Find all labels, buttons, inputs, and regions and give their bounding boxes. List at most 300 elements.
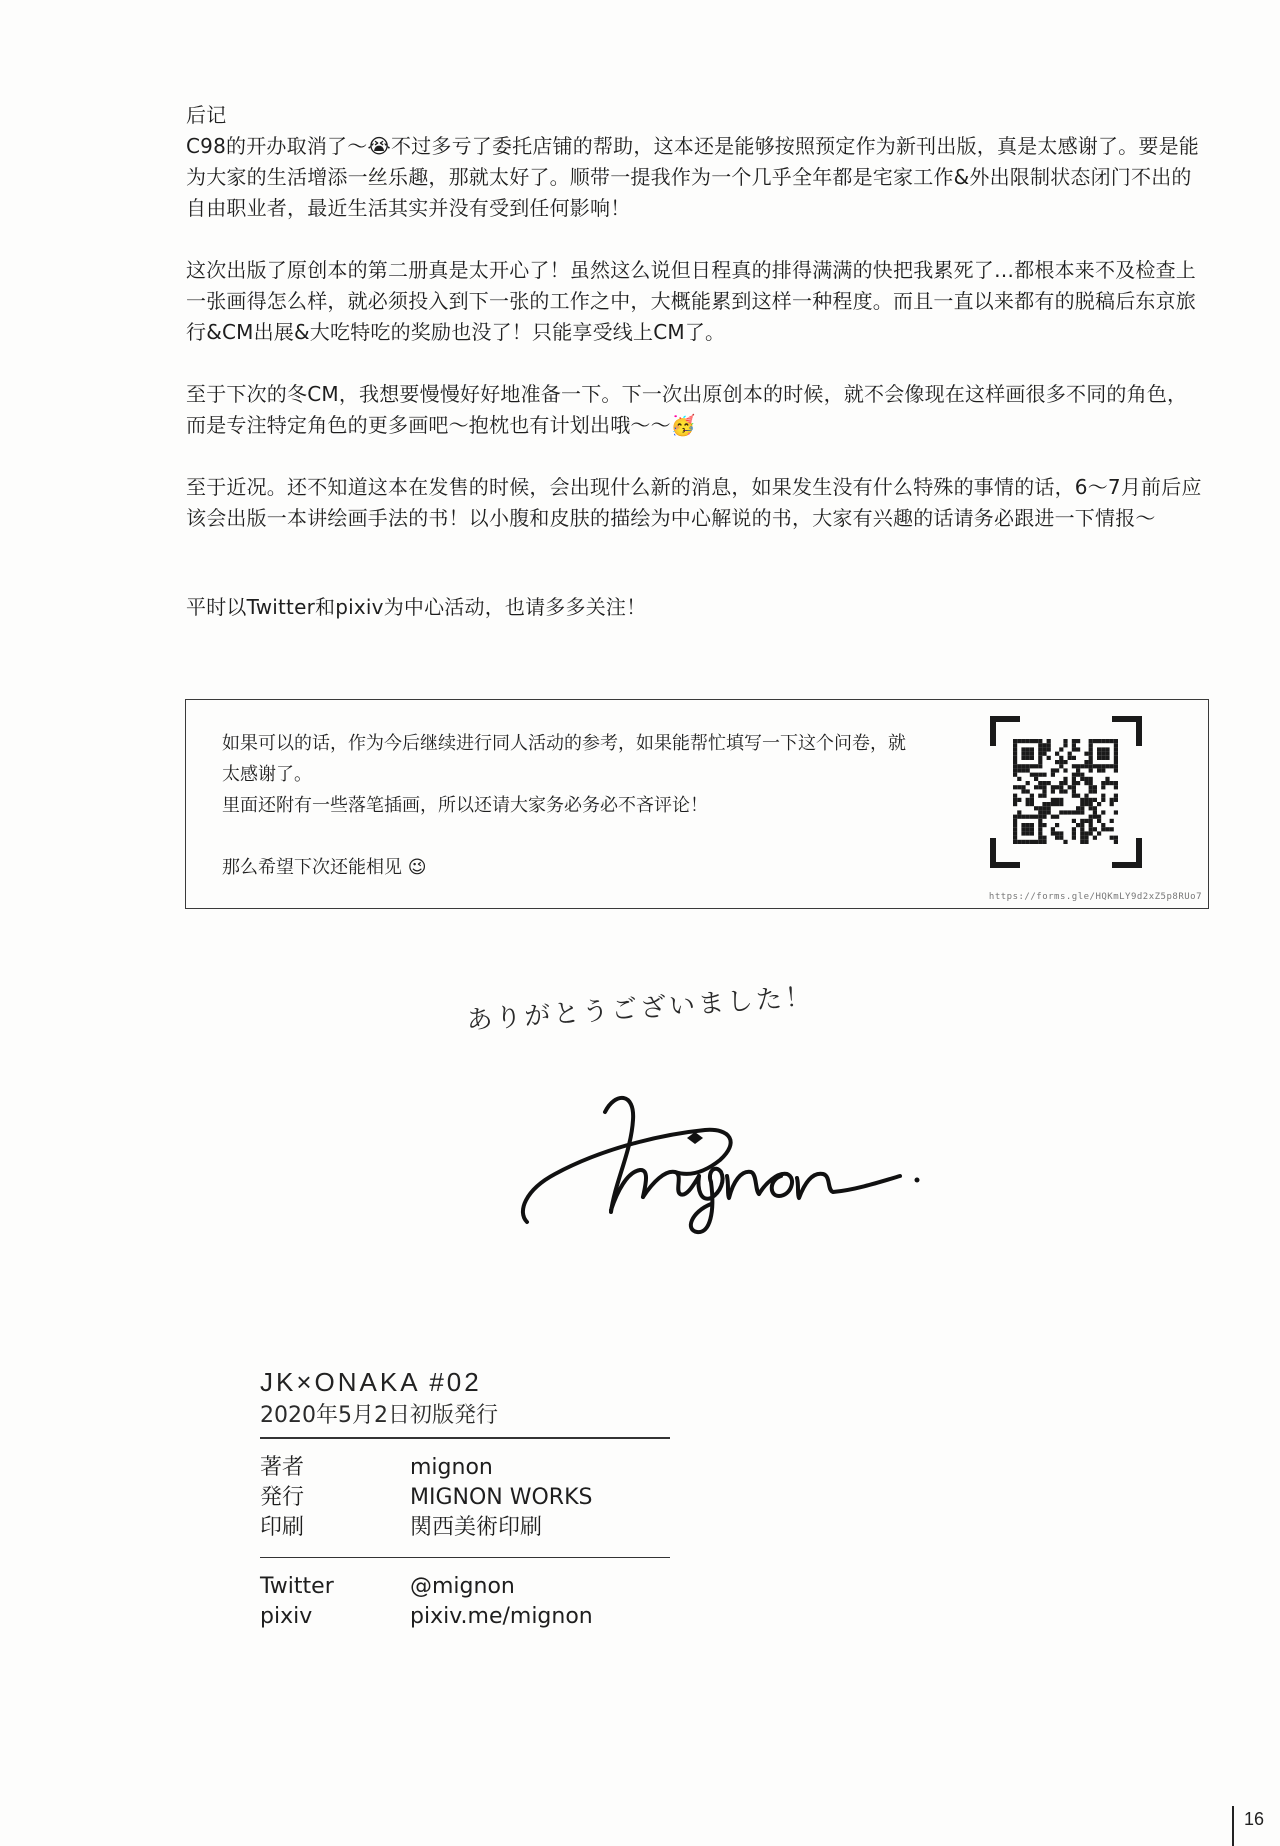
qr-module (1114, 743, 1118, 747)
qr-module (1093, 798, 1097, 802)
qr-module (1105, 827, 1109, 831)
qr-module (1038, 747, 1042, 751)
qr-module (1038, 819, 1042, 823)
qr-module (1068, 752, 1072, 756)
qr-module (1042, 773, 1046, 777)
qr-module (1042, 781, 1046, 785)
afterword-paragraph-4: 至于近况。还不知道这本在发售的时候，会出现什么新的消息，如果发生没有什么特殊的事情的话，6～7月前后应该会出版一本讲绘画手法的书！以小腹和皮肤的描绘为中心解说的书，大家有兴趣的话请务必跟进一下情报～ (186, 475, 1202, 530)
colophon-divider (260, 1437, 670, 1439)
qr-module (1026, 781, 1030, 785)
qr-module (1110, 781, 1114, 785)
qr-module (1055, 823, 1059, 827)
qr-module (1030, 773, 1034, 777)
qr-module (1038, 806, 1042, 810)
qr-module (1051, 802, 1055, 806)
qr-module (1063, 781, 1067, 785)
qr-module (1076, 781, 1080, 785)
afterword-paragraph-5: 平时以Twitter和pixiv为中心活动，也请多多关注！ (186, 595, 647, 619)
qr-module (1059, 810, 1063, 814)
qr-module (1038, 764, 1042, 768)
qr-module (1013, 773, 1017, 777)
qr-module (1089, 785, 1093, 789)
qr-module (1072, 764, 1076, 768)
qr-module (1021, 815, 1025, 819)
qr-module (1110, 764, 1114, 768)
qr-module (1021, 823, 1025, 827)
qr-module (1076, 739, 1080, 743)
qr-module (1101, 756, 1105, 760)
qr-module (1017, 739, 1021, 743)
qr-module (1013, 739, 1017, 743)
qr-module (1110, 836, 1114, 840)
qr-module (1030, 831, 1034, 835)
qr-module (1084, 781, 1088, 785)
qr-module (1038, 739, 1042, 743)
qr-module (1097, 756, 1101, 760)
qr-module (1059, 760, 1063, 764)
qr-module (1042, 794, 1046, 798)
qr-module (1072, 739, 1076, 743)
qr-module (1072, 773, 1076, 777)
qr-module (1080, 836, 1084, 840)
qr-module (1021, 756, 1025, 760)
qr-module (1072, 789, 1076, 793)
qr-module (1017, 785, 1021, 789)
social-list (260, 1572, 680, 1632)
qr-module (1114, 781, 1118, 785)
qr-module (1021, 785, 1025, 789)
qr-module (1034, 815, 1038, 819)
qr-module (1017, 798, 1021, 802)
book-title: JK×ONAKA #02 (260, 1367, 482, 1397)
qr-module (1042, 810, 1046, 814)
qr-module (1013, 756, 1017, 760)
credit-row-publisher (260, 1483, 680, 1513)
qr-module (1105, 747, 1109, 751)
qr-module (1013, 794, 1017, 798)
qr-module (1051, 773, 1055, 777)
qr-module (1089, 739, 1093, 743)
qr-module (1038, 815, 1042, 819)
afterword-heading: 后记 (186, 103, 227, 127)
qr-module (1114, 747, 1118, 751)
qr-module (1114, 810, 1118, 814)
qr-module (1026, 798, 1030, 802)
qr-module (1021, 831, 1025, 835)
qr-module (1030, 764, 1034, 768)
qr-module (1026, 823, 1030, 827)
qr-module (1076, 773, 1080, 777)
social-row-twitter (260, 1572, 680, 1602)
qr-module (1034, 764, 1038, 768)
qr-module (1080, 823, 1084, 827)
qr-module (1042, 789, 1046, 793)
survey-url[interactable]: https://forms.gle/HQKmLY9d2xZ5p8RUo7 (988, 892, 1202, 902)
qr-module (1047, 756, 1051, 760)
qr-module (1093, 764, 1097, 768)
qr-module (1047, 806, 1051, 810)
afterword-paragraph-2: 这次出版了原创本的第二册真是太开心了！虽然这么说但日程真的排得满满的快把我累死了…都根本来不及检查上一张画得怎么样，就必须投入到下一张的工作之中，大概能累到这样一种程度。而且一直以来都有的脱稿后东京旅行&CM出展&大吃特吃的奖励也没了！只能享受线上CM了。 (186, 258, 1196, 344)
qr-module (1076, 747, 1080, 751)
qr-module (1114, 760, 1118, 764)
qr-module (1051, 768, 1055, 772)
qr-module (1038, 743, 1042, 747)
qr-module (1080, 764, 1084, 768)
qr-module (1042, 836, 1046, 840)
qr-module (1038, 752, 1042, 756)
qr-module (1101, 794, 1105, 798)
qr-module (1038, 756, 1042, 760)
qr-module (1084, 794, 1088, 798)
qr-module (1097, 747, 1101, 751)
qr-module (1089, 781, 1093, 785)
qr-module (1021, 764, 1025, 768)
qr-module (1063, 777, 1067, 781)
qr-module (1089, 768, 1093, 772)
qr-module (1093, 810, 1097, 814)
qr-module (1084, 840, 1088, 844)
qr-module (1072, 819, 1076, 823)
qr-module (1101, 810, 1105, 814)
qr-module (1030, 815, 1034, 819)
qr-module (1089, 819, 1093, 823)
qr-module (1101, 764, 1105, 768)
qr-module (1063, 760, 1067, 764)
first-edition-date: 2020年5月2日初版発行 (260, 1403, 498, 1428)
qr-module (1055, 752, 1059, 756)
qr-module (1089, 747, 1093, 751)
qr-module (1080, 777, 1084, 781)
qr-module (1105, 752, 1109, 756)
qr-module (1084, 802, 1088, 806)
afterword (186, 100, 1206, 623)
qr-module (1042, 747, 1046, 751)
qr-module (1101, 781, 1105, 785)
qr-module (1084, 752, 1088, 756)
qr-module (1059, 747, 1063, 751)
qr-module (1026, 815, 1030, 819)
qr-module (1059, 764, 1063, 768)
qr-module (1038, 785, 1042, 789)
qr-module (1055, 760, 1059, 764)
afterword-paragraph-3: 至于下次的冬CM，我想要慢慢好好地准备一下。下一次出原创本的时候，就不会像现在这样画很多不同的角色，而是专注特定角色的更多画吧～抱枕也有计划出哦～～🥳 (186, 382, 1188, 437)
qr-module (1076, 806, 1080, 810)
afterword-paragraph-1: C98的开办取消了～😭不过多亏了委托店铺的帮助，这本还是能够按照预定作为新刊出版，真是太感谢了。要是能为大家的生活增添一丝乐趣，那就太好了。顺带一提我作为一个几乎全年都是宅家工作&外出限制状态闭门不出的自由职业者，最近生活其实并没有受到任何影响！ (186, 134, 1199, 220)
qr-module (1038, 827, 1042, 831)
qr-module (1013, 831, 1017, 835)
qr-module (1055, 815, 1059, 819)
qr-module (1013, 785, 1017, 789)
qr-module (1034, 785, 1038, 789)
credit-label: 発行 (260, 1484, 305, 1510)
qr-module (1026, 756, 1030, 760)
credit-row-printer (260, 1513, 680, 1543)
qr-module (1080, 840, 1084, 844)
social-row-pixiv (260, 1602, 680, 1632)
qr-module (1093, 836, 1097, 840)
qr-module (1055, 802, 1059, 806)
qr-module (1097, 802, 1101, 806)
qr-module (1021, 840, 1025, 844)
qr-module (1084, 831, 1088, 835)
signature-icon (515, 1072, 985, 1242)
qr-module (1089, 777, 1093, 781)
qr-module (1089, 806, 1093, 810)
credit-value: 関西美術印刷 (410, 1514, 543, 1540)
qr-module (1059, 789, 1063, 793)
qr-module (1084, 836, 1088, 840)
qr-module (1051, 798, 1055, 802)
qr-module (1084, 798, 1088, 802)
qr-module (1097, 815, 1101, 819)
qr-module (1097, 768, 1101, 772)
qr-module (1030, 840, 1034, 844)
qr-module (1021, 827, 1025, 831)
qr-module (1089, 789, 1093, 793)
qr-module (1105, 777, 1109, 781)
qr-module (1038, 810, 1042, 814)
qr-module (1080, 827, 1084, 831)
qr-module (1093, 827, 1097, 831)
qr-module (1055, 798, 1059, 802)
qr-module (1063, 768, 1067, 772)
qr-module (1017, 764, 1021, 768)
qr-module (1114, 794, 1118, 798)
qr-module (1093, 739, 1097, 743)
qr-module (1101, 739, 1105, 743)
qr-module (1063, 739, 1067, 743)
qr-module (1089, 764, 1093, 768)
survey-box (185, 699, 1209, 909)
qr-module (1013, 815, 1017, 819)
qr-module (1034, 840, 1038, 844)
qr-module (1105, 781, 1109, 785)
qr-module (1021, 752, 1025, 756)
qr-module (1030, 802, 1034, 806)
qr-module (1101, 785, 1105, 789)
qr-module (1097, 819, 1101, 823)
qr-module (1030, 823, 1034, 827)
qr-module (1080, 806, 1084, 810)
qr-module (1068, 756, 1072, 760)
qr-module (1059, 802, 1063, 806)
qr-module (1080, 819, 1084, 823)
qr-module (1026, 747, 1030, 751)
qr-module (1026, 764, 1030, 768)
qr-module (1110, 819, 1114, 823)
qr-module (1026, 831, 1030, 835)
credit-value: mignon (410, 1454, 493, 1480)
qr-module (1072, 781, 1076, 785)
social-handle[interactable]: pixiv.me/mignon (410, 1604, 593, 1629)
qr-module (1034, 739, 1038, 743)
qr-module (1110, 802, 1114, 806)
qr-module (1101, 827, 1105, 831)
qr-module (1105, 764, 1109, 768)
social-label: pixiv (260, 1604, 313, 1629)
qr-module (1030, 739, 1034, 743)
qr-module (1013, 747, 1017, 751)
qr-module (1072, 836, 1076, 840)
qr-module (1072, 831, 1076, 835)
colophon (260, 1365, 680, 1632)
qr-module (1076, 764, 1080, 768)
qr-module (1013, 760, 1017, 764)
qr-module (1021, 739, 1025, 743)
qr-module (1110, 798, 1114, 802)
qr-module (1084, 777, 1088, 781)
qr-module (1093, 789, 1097, 793)
qr-module (1059, 756, 1063, 760)
qr-module (1059, 836, 1063, 840)
qr-module (1089, 752, 1093, 756)
survey-note: 里面还附有一些落笔插画，所以还请大家务必务必不吝评论！ (222, 795, 708, 816)
survey-qr-code[interactable] (990, 716, 1142, 868)
handwritten-thanks: ありがとうございました！ (465, 981, 815, 1037)
qr-module (1063, 810, 1067, 814)
qr-module (1042, 752, 1046, 756)
qr-module (1021, 789, 1025, 793)
qr-module (1068, 810, 1072, 814)
qr-module (1042, 840, 1046, 844)
qr-module (1013, 840, 1017, 844)
qr-module (1038, 773, 1042, 777)
qr-module (1013, 827, 1017, 831)
qr-module (1097, 831, 1101, 835)
qr-module (1072, 827, 1076, 831)
qr-module (1038, 836, 1042, 840)
social-handle[interactable]: @mignon (410, 1574, 515, 1599)
qr-module (1038, 840, 1042, 844)
qr-module (1063, 840, 1067, 844)
qr-module (1076, 794, 1080, 798)
credit-label: 印刷 (260, 1514, 305, 1540)
qr-module (1101, 747, 1105, 751)
qr-module (1013, 823, 1017, 827)
qr-module (1084, 760, 1088, 764)
qr-module (1076, 768, 1080, 772)
qr-module (1047, 810, 1051, 814)
qr-module (1021, 768, 1025, 772)
qr-module (1089, 760, 1093, 764)
qr-module (1013, 768, 1017, 772)
qr-module (1059, 785, 1063, 789)
qr-module (1089, 827, 1093, 831)
qr-module (1093, 785, 1097, 789)
qr-module (1080, 773, 1084, 777)
qr-module (1076, 823, 1080, 827)
qr-module (1026, 752, 1030, 756)
qr-module (1080, 810, 1084, 814)
qr-module (1030, 747, 1034, 751)
qr-module (1038, 823, 1042, 827)
qr-module (1017, 777, 1021, 781)
qr-module (1072, 777, 1076, 781)
qr-module (1089, 815, 1093, 819)
qr-module (1047, 739, 1051, 743)
qr-module (1017, 810, 1021, 814)
qr-module (1089, 798, 1093, 802)
social-label: Twitter (260, 1574, 334, 1599)
qr-module (1013, 819, 1017, 823)
qr-module (1110, 739, 1114, 743)
qr-module (1042, 815, 1046, 819)
qr-module (1114, 798, 1118, 802)
page-number: 16 (1232, 1806, 1264, 1846)
qr-module (1114, 756, 1118, 760)
qr-module (1114, 739, 1118, 743)
qr-module (1072, 785, 1076, 789)
qr-module (1093, 815, 1097, 819)
qr-module (1114, 752, 1118, 756)
qr-module (1059, 781, 1063, 785)
qr-module (1051, 827, 1055, 831)
qr-module (1093, 806, 1097, 810)
qr-module (1021, 747, 1025, 751)
qr-module (1084, 764, 1088, 768)
qr-module (1114, 840, 1118, 844)
qr-module (1089, 743, 1093, 747)
qr-module (1051, 815, 1055, 819)
qr-module (1089, 823, 1093, 827)
qr-module (1097, 739, 1101, 743)
qr-module (1013, 802, 1017, 806)
qr-module (1026, 840, 1030, 844)
qr-module (1055, 831, 1059, 835)
qr-module (1013, 798, 1017, 802)
qr-module (1042, 823, 1046, 827)
colophon-divider (260, 1557, 670, 1559)
qr-module (1038, 781, 1042, 785)
qr-module (1051, 831, 1055, 835)
qr-module (1017, 815, 1021, 819)
qr-module (1017, 840, 1021, 844)
qr-module (1030, 798, 1034, 802)
qr-module (1034, 773, 1038, 777)
qr-module (1051, 789, 1055, 793)
qr-code-icon (990, 716, 1142, 868)
survey-text (222, 728, 922, 883)
qr-module (1026, 789, 1030, 793)
qr-module (1038, 794, 1042, 798)
qr-module (1089, 756, 1093, 760)
qr-module (1105, 756, 1109, 760)
qr-module (1047, 781, 1051, 785)
survey-farewell: 那么希望下次还能相见 😉 (222, 857, 427, 878)
qr-module (1110, 827, 1114, 831)
qr-module (1089, 831, 1093, 835)
qr-module (1097, 752, 1101, 756)
qr-module (1101, 768, 1105, 772)
qr-module (1030, 756, 1034, 760)
qr-module (1072, 747, 1076, 751)
qr-module (1101, 752, 1105, 756)
qr-module (1034, 806, 1038, 810)
qr-module (1042, 806, 1046, 810)
qr-module (1105, 739, 1109, 743)
qr-module (1038, 831, 1042, 835)
qr-module (1055, 768, 1059, 772)
qr-module (1026, 827, 1030, 831)
qr-module (1026, 739, 1030, 743)
qr-module (1076, 810, 1080, 814)
qr-module (1047, 802, 1051, 806)
qr-module (1038, 760, 1042, 764)
qr-module (1097, 764, 1101, 768)
qr-module (1089, 802, 1093, 806)
qr-module (1063, 743, 1067, 747)
credit-row-author (260, 1453, 680, 1483)
